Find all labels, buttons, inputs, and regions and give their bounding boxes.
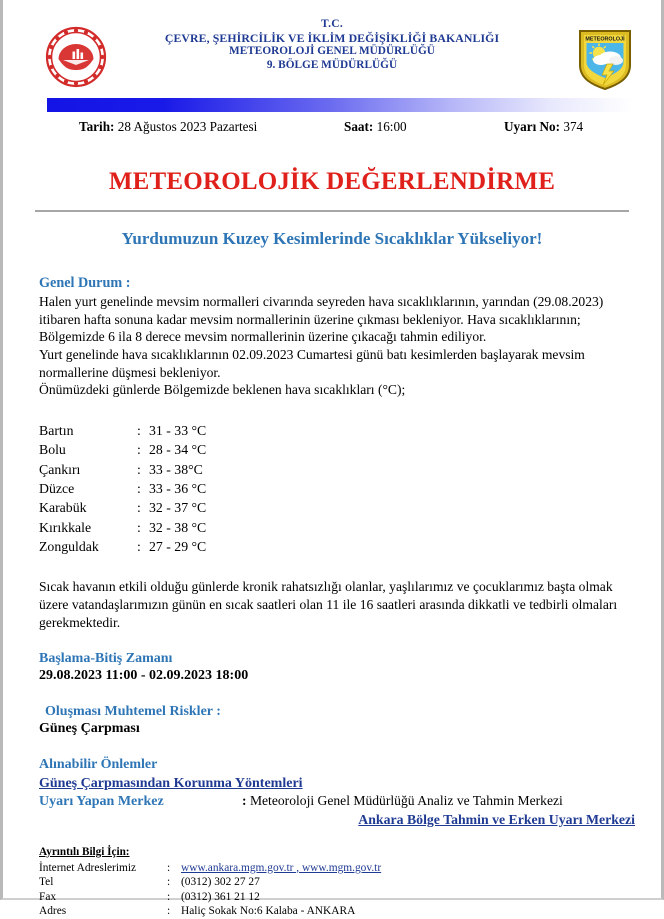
period-section [39,651,639,684]
org-region-line: 9. BÖLGE MÜDÜRLÜĞÜ [266,58,398,71]
temperature-row [39,498,639,517]
page-subtitle: Yurdumuzun Kuzey Kesimlerinde Sıcaklıklar Yükseliyor! [121,229,543,248]
temperature-separator: : [137,442,141,458]
date-field [79,119,344,135]
temperature-row [39,518,639,537]
temperature-list [39,421,639,556]
temperature-value: 33 - 36 °C [149,480,207,496]
general-situation-section [39,275,639,399]
measures-heading: Alınabilir Önlemler [39,757,158,773]
header-gradient-bar [47,98,633,112]
temperature-value: 27 - 29 °C [149,538,207,554]
org-directorate-line: METEOROLOJİ GENEL MÜDÜRLÜĞÜ [229,45,435,58]
tc-ministry-emblem-icon [45,26,107,88]
temperature-row [39,421,639,440]
temperature-row [39,479,639,498]
warning-number-field [504,119,615,135]
general-paragraph-3: Önümüzdeki günlerde Bölgemizde beklenen hava sıcaklıkları (°C); [39,382,406,398]
measures-link[interactable]: Güneş Çarpmasından Korunma Yöntemleri [39,776,303,792]
org-tc-line: T.C. [320,18,344,30]
general-situation-heading: Genel Durum : [39,275,131,291]
warning-number-label: Uyarı No: [504,119,561,134]
issuing-center-second-line [39,811,639,829]
issuing-center-label: Uyarı Yapan Merkez [39,794,164,810]
health-advice-paragraph: Sıcak havanın etkili olduğu günlerde kronik rahatsızlığı olanlar, yaşlılarımız ve çocuklarımız başta olmak üzere vatandaşlarımızın günün en sıcak saatleri olan 11 ile 16 saatleri arasında dikkatli ve tedbirli olmaları gerekmektedir. [39,579,618,630]
temperature-city: Karabük [39,500,87,516]
page-title: METEOROLOJİK DEĞERLENDİRME [108,168,556,195]
temperature-row [39,537,639,556]
footer-row [39,890,639,905]
temperature-city: Bolu [39,442,66,458]
footer-label: İnternet Adreslerimiz [39,861,137,874]
temperature-separator: : [137,480,141,496]
temperature-separator: : [137,538,141,554]
footer-heading: Ayrıntılı Bilgi İçin: [39,846,130,859]
risks-value: Güneş Çarpması [39,721,140,737]
temperature-row [39,440,639,459]
issuing-center-row [39,793,639,810]
time-label: Saat: [344,119,374,134]
risks-section [39,704,639,737]
general-paragraph-2: Yurt genelinde hava sıcaklıklarının 02.09.2023 Cumartesi günü batı kesimlerden başlayarak mevsim normallerine düşmesi bekleniyor. [39,347,585,380]
warning-number-value: 374 [563,119,584,134]
letterhead [3,0,661,92]
temperature-value: 31 - 33 °C [149,423,207,439]
footer-value: Haliç Sokak No:6 Kalaba - ANKARA [181,905,356,918]
risks-heading: Oluşması Muhtemel Riskler : [45,704,221,720]
regional-center-link[interactable]: Ankara Bölge Tahmin ve Erken Uyarı Merkezi [358,812,635,828]
footer-value: (0312) 302 27 27 [181,876,260,889]
meta-row [3,119,661,135]
measures-section [39,757,639,792]
issuing-center-value [242,793,563,809]
footer-colon: : [167,890,171,903]
footer-colon: : [167,861,171,874]
general-paragraph-1: Halen yurt genelinde mevsim normalleri civarında seyreden hava sıcaklıklarının, yarından (29.08.2023) itibaren hafta sonuna kadar mevsim normallerinin üzerine çıkması bekleniyor. Hava sıcaklıklarının; Bölgemizde 6 ila 8 derece mevsim normallerinin üzerine çıkacağı tahmin ediliyor. [39,294,604,345]
temperature-value: 32 - 38 °C [149,519,207,535]
footer-rows [39,861,639,919]
issuing-center-colon: : [242,793,247,809]
temperature-row [39,460,639,479]
footer-contact-block [39,845,639,919]
period-heading: Başlama-Bitiş Zamanı [39,651,173,667]
date-value: 28 Ağustos 2023 Pazartesi [117,119,258,134]
temperature-separator: : [137,461,141,477]
temperature-value: 33 - 38°C [149,461,203,477]
temperature-city: Düzce [39,480,75,496]
footer-colon: : [167,876,171,889]
issuing-center-text: Meteoroloji Genel Müdürlüğü Analiz ve Tahmin Merkezi [249,793,563,809]
footer-row [39,861,639,876]
footer-colon: : [167,905,171,918]
period-value: 29.08.2023 11:00 - 02.09.2023 18:00 [39,668,249,684]
title-divider [35,210,629,212]
footer-row [39,904,639,919]
document-body [3,275,661,919]
temperature-value: 28 - 34 °C [149,442,207,458]
footer-label: Adres [39,905,67,918]
meteorology-shield-logo-icon [577,28,633,90]
temperature-separator: : [137,519,141,535]
footer-label: Tel [39,876,54,889]
temperature-city: Çankırı [39,461,81,477]
temperature-city: Bartın [39,423,74,439]
temperature-city: Kırıkkale [39,519,92,535]
meteorology-logo-text: METEOROLOJİ [585,36,625,43]
temperature-city: Zonguldak [39,538,99,554]
date-label: Tarih: [79,119,115,134]
temperature-separator: : [137,500,141,516]
temperature-separator: : [137,423,141,439]
temperature-value: 32 - 37 °C [149,500,207,516]
footer-row [39,875,639,890]
footer-value: (0312) 361 21 12 [181,890,260,903]
footer-value[interactable]: www.ankara.mgm.gov.tr , www.mgm.gov.tr [181,861,382,874]
time-field [344,119,504,135]
org-ministry-line: ÇEVRE, ŞEHİRCİLİK VE İKLİM DEĞİŞİKLİĞİ BAKANLIĞI [164,30,500,45]
footer-label: Fax [39,890,57,903]
time-value: 16:00 [376,119,407,134]
